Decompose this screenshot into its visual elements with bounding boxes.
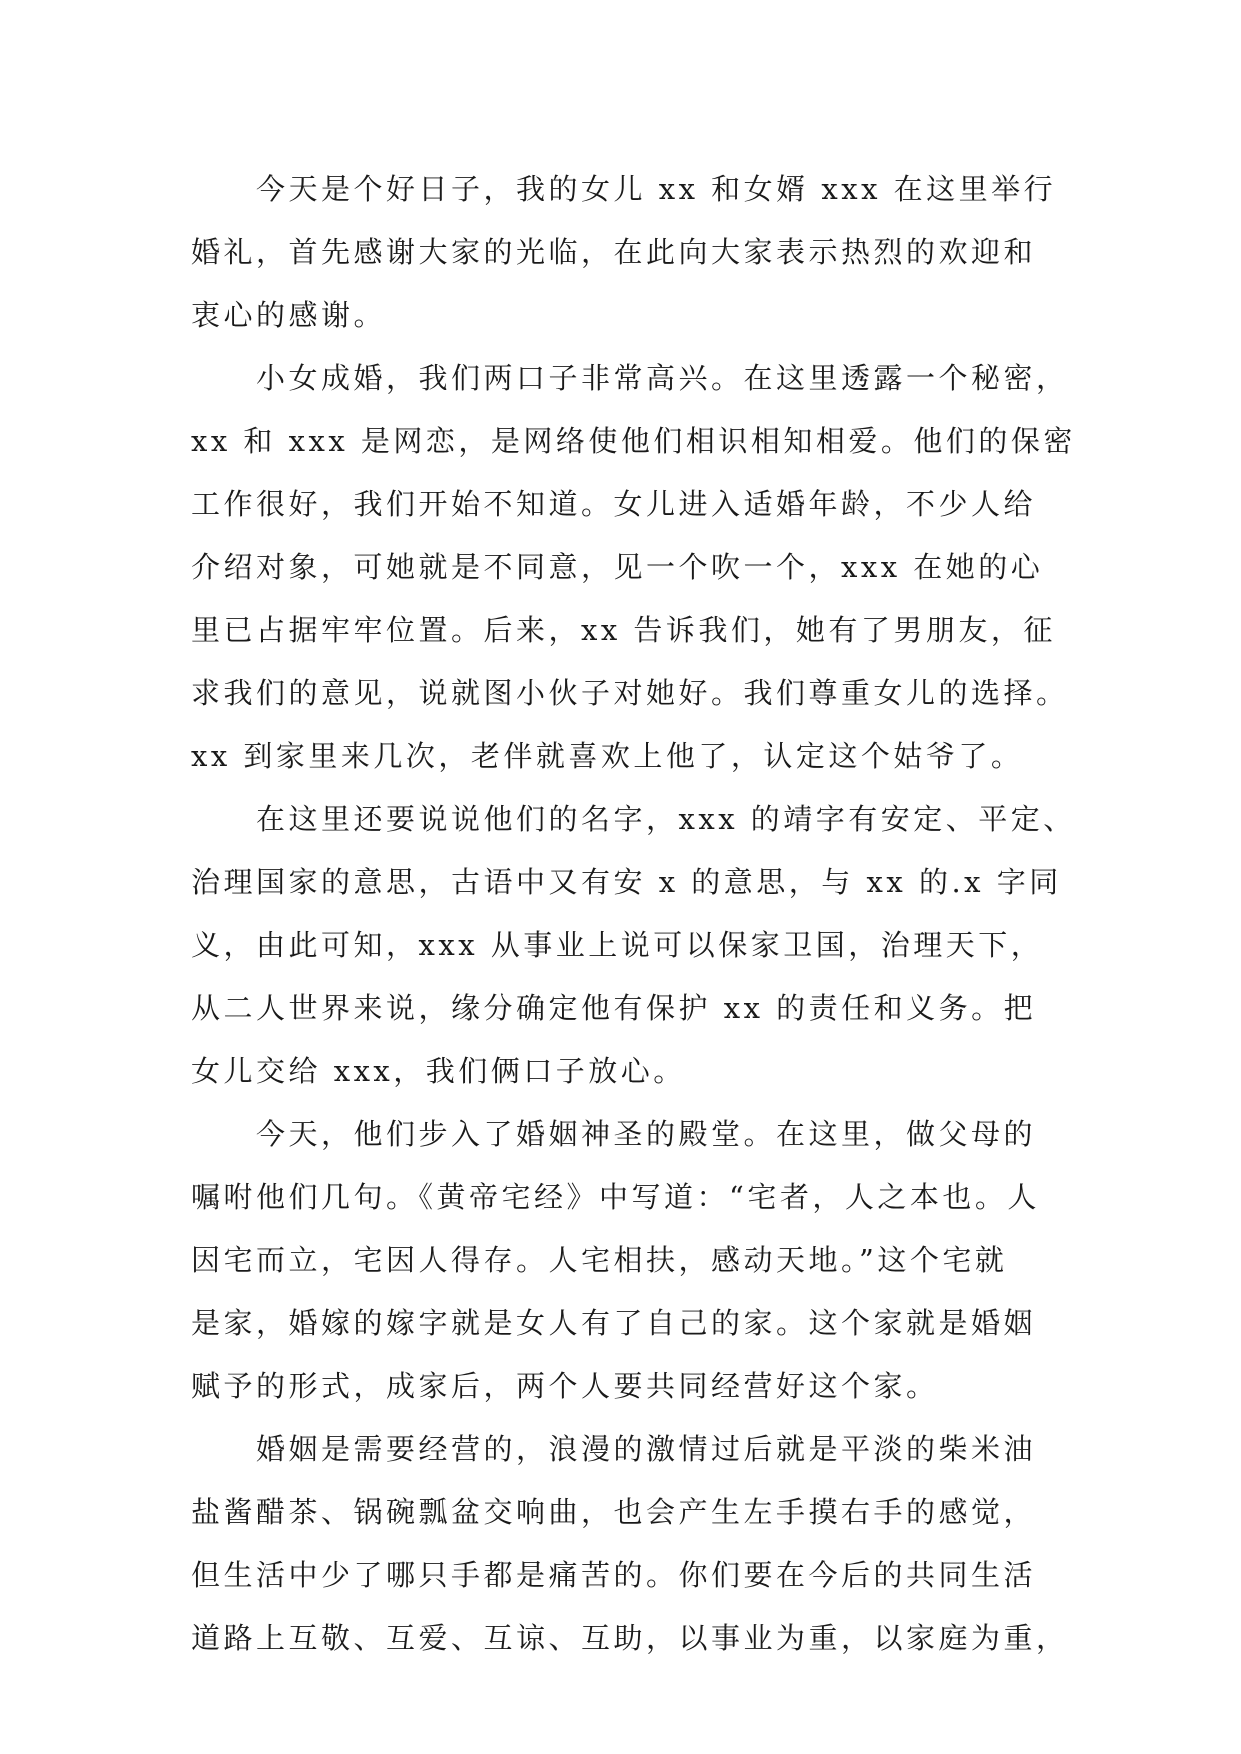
- text-line: xx 和 xxx 是网恋，是网络使他们相识相知相爱。他们的保密: [191, 424, 1076, 458]
- text-line: 赋予的形式，成家后，两个人要共同经营好这个家。: [191, 1369, 939, 1403]
- text-line: 工作很好，我们开始不知道。女儿进入适婚年龄，不少人给: [191, 487, 1037, 521]
- text-line: 女儿交给 xxx，我们俩口子放心。: [191, 1054, 686, 1088]
- text-line: 婚礼，首先感谢大家的光临，在此向大家表示热烈的欢迎和: [191, 235, 1037, 269]
- text-line: 但生活中少了哪只手都是痛苦的。你们要在今后的共同生活: [191, 1558, 1037, 1592]
- paragraph-first-line: 今天，他们步入了婚姻神圣的殿堂。在这里，做父母的: [256, 1117, 1037, 1151]
- text-line: 义，由此可知，xxx 从事业上说可以保家卫国，治理天下，: [191, 928, 1044, 962]
- text-line: 衷心的感谢。: [191, 298, 387, 332]
- text-line: 道路上互敬、互爱、互谅、互助，以事业为重，以家庭为重，: [191, 1621, 1069, 1655]
- text-line: 里已占据牢牢位置。后来，xx 告诉我们，她有了男朋友，征: [191, 613, 1056, 647]
- paragraph-first-line: 小女成婚，我们两口子非常高兴。在这里透露一个秘密，: [256, 361, 1069, 395]
- text-line: 盐酱醋茶、锅碗瓢盆交响曲，也会产生左手摸右手的感觉，: [191, 1495, 1037, 1529]
- paragraph-first-line: 在这里还要说说他们的名字，xxx 的靖字有安定、平定、: [256, 802, 1076, 836]
- text-line: 求我们的意见，说就图小伙子对她好。我们尊重女儿的选择。: [191, 676, 1069, 710]
- text-line: 从二人世界来说，缘分确定他有保护 xx 的责任和义务。把: [191, 991, 1037, 1025]
- paragraph-first-line: 今天是个好日子，我的女儿 xx 和女婿 xxx 在这里举行: [256, 172, 1057, 206]
- document-body: [191, 158, 1076, 1670]
- text-line: 因宅而立，宅因人得存。人宅相扶，感动天地。”这个宅就: [191, 1243, 1008, 1277]
- paragraph-first-line: 婚姻是需要经营的，浪漫的激情过后就是平淡的柴米油: [256, 1432, 1037, 1466]
- text-line: 治理国家的意思，古语中又有安 x 的意思，与 xx 的.x 字同: [191, 865, 1062, 899]
- text-line: 是家，婚嫁的嫁字就是女人有了自己的家。这个家就是婚姻: [191, 1306, 1037, 1340]
- text-line: 嘱咐他们几句。《黄帝宅经》中写道：“宅者，人之本也。人: [191, 1180, 1040, 1214]
- text-line: xx 到家里来几次，老伴就喜欢上他了，认定这个姑爷了。: [191, 739, 1024, 773]
- text-line: 介绍对象，可她就是不同意，见一个吹一个，xxx 在她的心: [191, 550, 1044, 584]
